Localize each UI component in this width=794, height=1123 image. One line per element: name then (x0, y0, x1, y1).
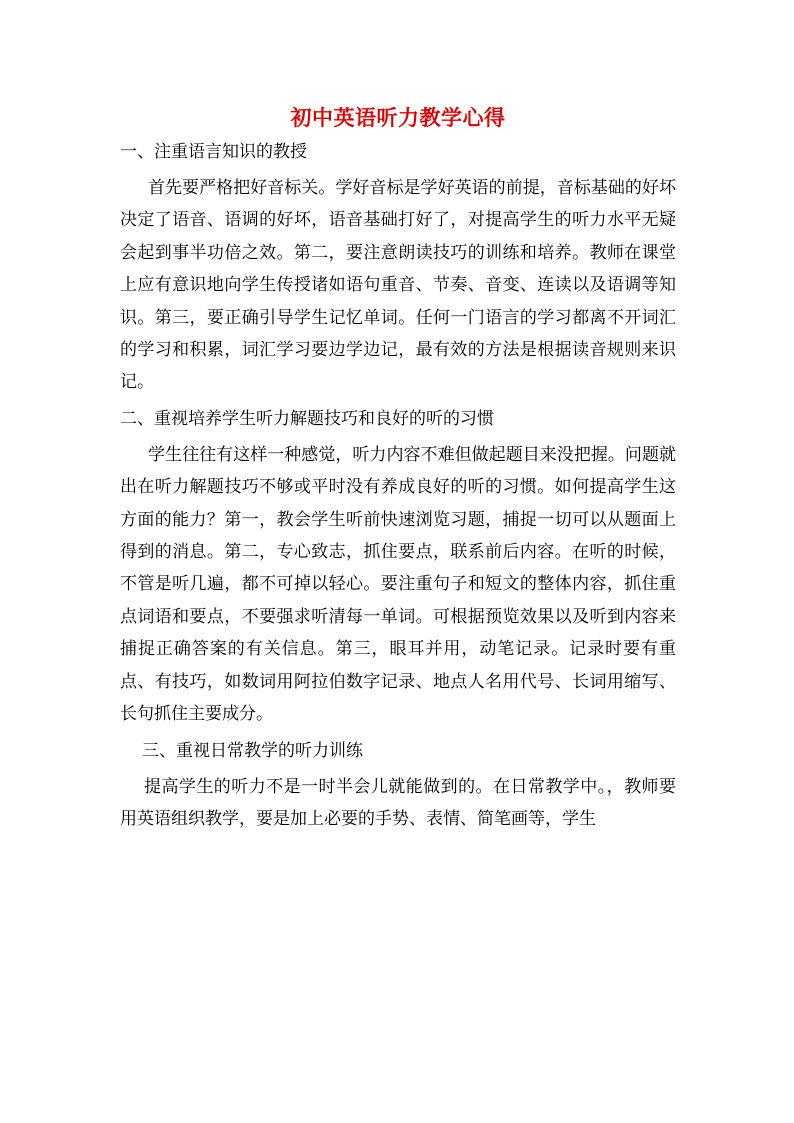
section-1-paragraph: 首先要严格把好音标关。学好音标是学好英语的前提，音标基础的好坏决定了语音、语调的好坏，语音基础打好了，对提高学生的听力水平无疑会起到事半功倍之效。第二，要注意朗读技巧的训练和培养。教师在课堂上应有意识地向学生传授诸如语句重音、节奏、音变、连读以及语调等知识。第三，要正确引导学生记忆单词。任何一门语言的学习都离不开词汇的学习和积累，词汇学习要边学边记，最有效的方法是根据读音规则来识记。 (120, 178, 676, 393)
section-3-paragraph: 提高学生的听力不是一时半会儿就能做到的。在日常教学中。，教师要用英语组织教学，要是加上必要的手势、表情、简笔画等，学生 (120, 776, 676, 829)
document-title: 初中英语听力教学心得 (290, 105, 506, 130)
section-2-heading: 二、重视培养学生听力解题技巧和良好的听的习惯 (120, 408, 494, 429)
section-1-heading: 一、注重语言知识的教授 (120, 142, 307, 162)
document-body (120, 102, 676, 839)
section-3-heading: 三、重视日常教学的听力训练 (142, 740, 363, 761)
section-2-paragraph: 学生往往有这样一种感觉，听力内容不难但做起题目来没把握。问题就出在听力解题技巧不够或平时没有养成良好的听的习惯。如何提高学生这方面的能力？第一，教会学生听前快速浏览习题，捕捉一切可以从题面上得到的消息。第二，专心致志，抓住要点，联系前后内容。在听的时候，不管是听几遍，都不可掉以轻心。要注重句子和短文的整体内容，抓住重点词语和要点，不要强求听清每一单词。可根据预览效果以及听到内容来捕捉正确答案的有关信息。第三，眼耳并用，动笔记录。记录时要有重点、有技巧，如数词用阿拉伯数字记录、地点人名用代号、长词用缩写、长句抓住主要成分。 (120, 444, 676, 725)
